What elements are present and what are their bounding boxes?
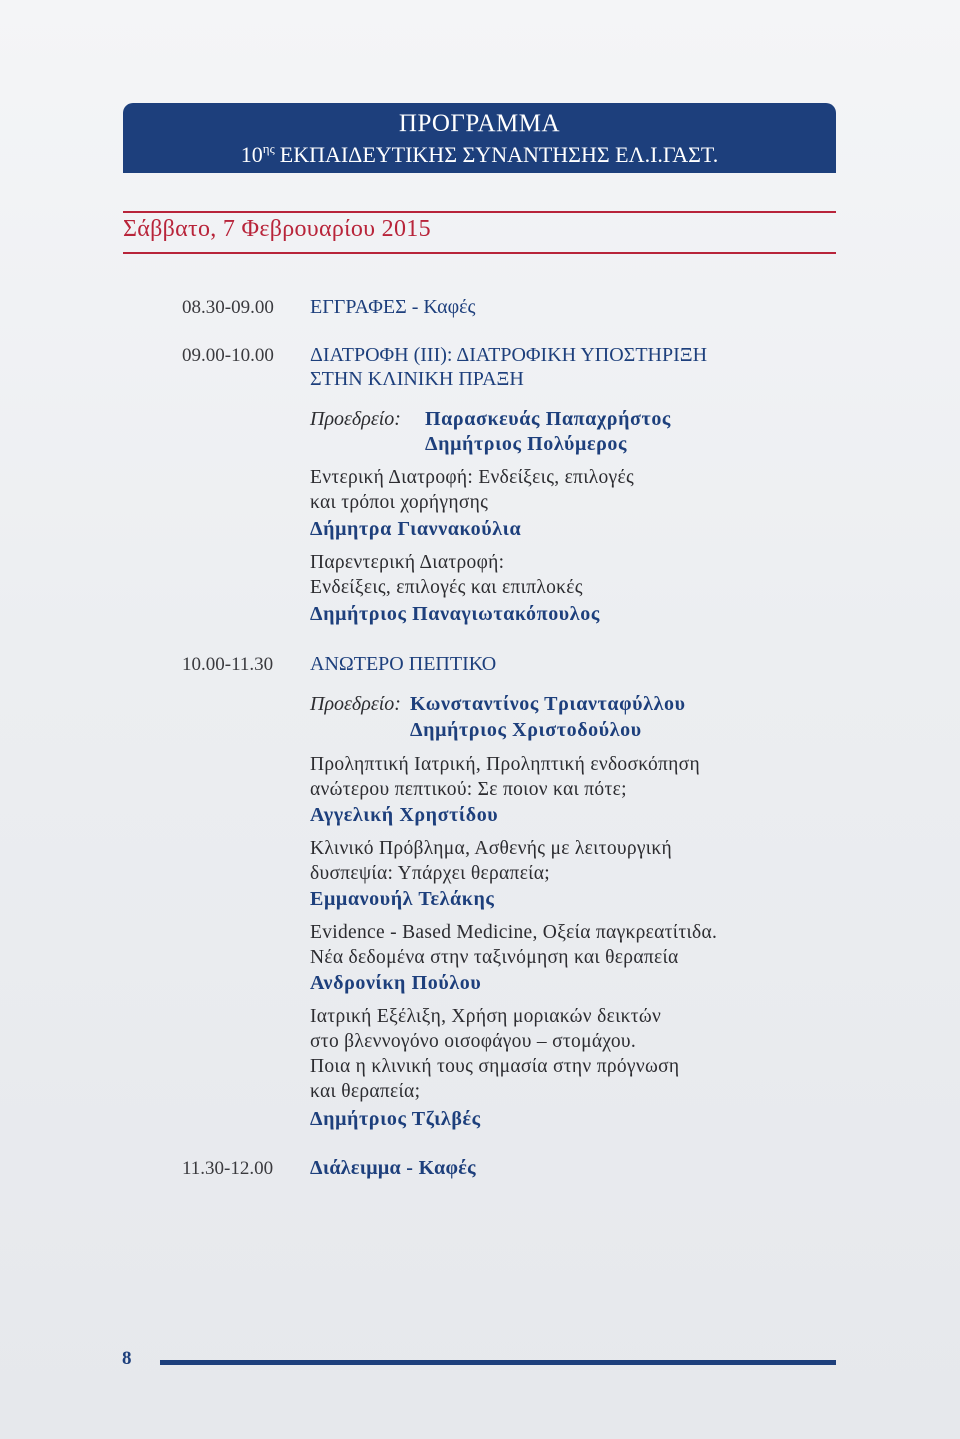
chair-label: Προεδρείο:: [310, 408, 401, 430]
talk-title: Ποια η κλινική τους σημασία στην πρόγνωση: [310, 1056, 680, 1077]
chair-name: Δημήτριος Πολύμερος: [425, 433, 628, 455]
program-title: ΠΡΟΓΡΑΜΜΑ: [398, 110, 561, 137]
session-time: 09.00-10.00: [182, 345, 274, 366]
session-time: 10.00-11.30: [182, 654, 274, 675]
talk-title: Ιατρική Εξέλιξη, Χρήση μοριακών δεικτών: [310, 1006, 662, 1027]
date-rule-bottom: [123, 252, 836, 254]
talk-title: δυσπεψία: Υπάρχει θεραπεία;: [310, 863, 550, 884]
speaker-name: Ανδρονίκη Πούλου: [310, 972, 482, 994]
speaker-name: Δημήτριος Τζιλβές: [310, 1108, 481, 1130]
chair-name: Κωνσταντίνος Τριανταφύλλου: [410, 693, 686, 715]
footer-rule: [160, 1360, 836, 1365]
speaker-name: Αγγελική Χρηστίδου: [310, 804, 499, 826]
session-title: ΑΝΩΤΕΡΟ ΠΕΠΤΙΚΟ: [310, 653, 497, 675]
speaker-name: Εμμανουήλ Τελάκης: [310, 888, 495, 910]
meeting-number: 10: [240, 142, 263, 167]
session-title-line2: ΣΤΗΝ ΚΛΙΝΙΚΗ ΠΡΑΞΗ: [310, 368, 524, 390]
program-header: [123, 103, 836, 173]
talk-title: Εντερική Διατροφή: Ενδείξεις, επιλογές: [310, 467, 634, 488]
talk-title: στο βλεννογόνο οισοφάγου – στομάχου.: [310, 1031, 637, 1052]
meeting-number-suffix: ης: [262, 141, 275, 156]
session-time: 08.30-09.00: [182, 297, 274, 318]
talk-title: Κλινικό Πρόβλημα, Ασθενής με λειτουργική: [310, 838, 672, 859]
speaker-name: Δήμητρα Γιαννακούλια: [310, 518, 522, 540]
talk-title: Παρεντερική Διατροφή:: [310, 552, 505, 573]
chair-name: Παρασκευάς Παπαχρήστος: [425, 408, 671, 430]
page-number: 8: [122, 1348, 132, 1369]
speaker-name: Δημήτριος Παναγιωτακόπουλος: [310, 603, 600, 625]
meeting-name: ΕΚΠΑΙΔΕΥΤΙΚΗΣ ΣΥΝΑΝΤΗΣΗΣ ΕΛ.Ι.ΓΑΣΤ.: [279, 142, 719, 167]
program-subtitle: [123, 141, 836, 168]
session-time: 11.30-12.00: [182, 1158, 274, 1179]
session-title: Διάλειμμα - Καφές: [310, 1157, 476, 1179]
chair-name: Δημήτριος Χριστοδούλου: [410, 719, 642, 741]
talk-title: και θεραπεία;: [310, 1081, 421, 1102]
talk-title: Ενδείξεις, επιλογές και επιπλοκές: [310, 577, 583, 598]
talk-title: και τρόποι χορήγησης: [310, 492, 489, 513]
session-title: ΕΓΓΡΑΦΕΣ - Καφές: [310, 296, 476, 318]
talk-title: Προληπτική Ιατρική, Προληπτική ενδοσκόπηση: [310, 754, 700, 775]
session-title: ΔΙΑΤΡΟΦΗ (ΙΙΙ): ΔΙΑΤΡΟΦΙΚΗ ΥΠΟΣΤΗΡΙΞΗ: [310, 344, 708, 366]
chair-label: Προεδρείο:: [310, 693, 401, 715]
day-date: Σάββατο, 7 Φεβρουαρίου 2015: [123, 216, 431, 242]
date-rule-top: [123, 211, 836, 213]
talk-title: Evidence - Based Medicine, Οξεία παγκρεατίτιδα.: [310, 922, 718, 943]
talk-title: ανώτερου πεπτικού: Σε ποιον και πότε;: [310, 779, 627, 800]
talk-title: Νέα δεδομένα στην ταξινόμηση και θεραπεία: [310, 947, 679, 968]
